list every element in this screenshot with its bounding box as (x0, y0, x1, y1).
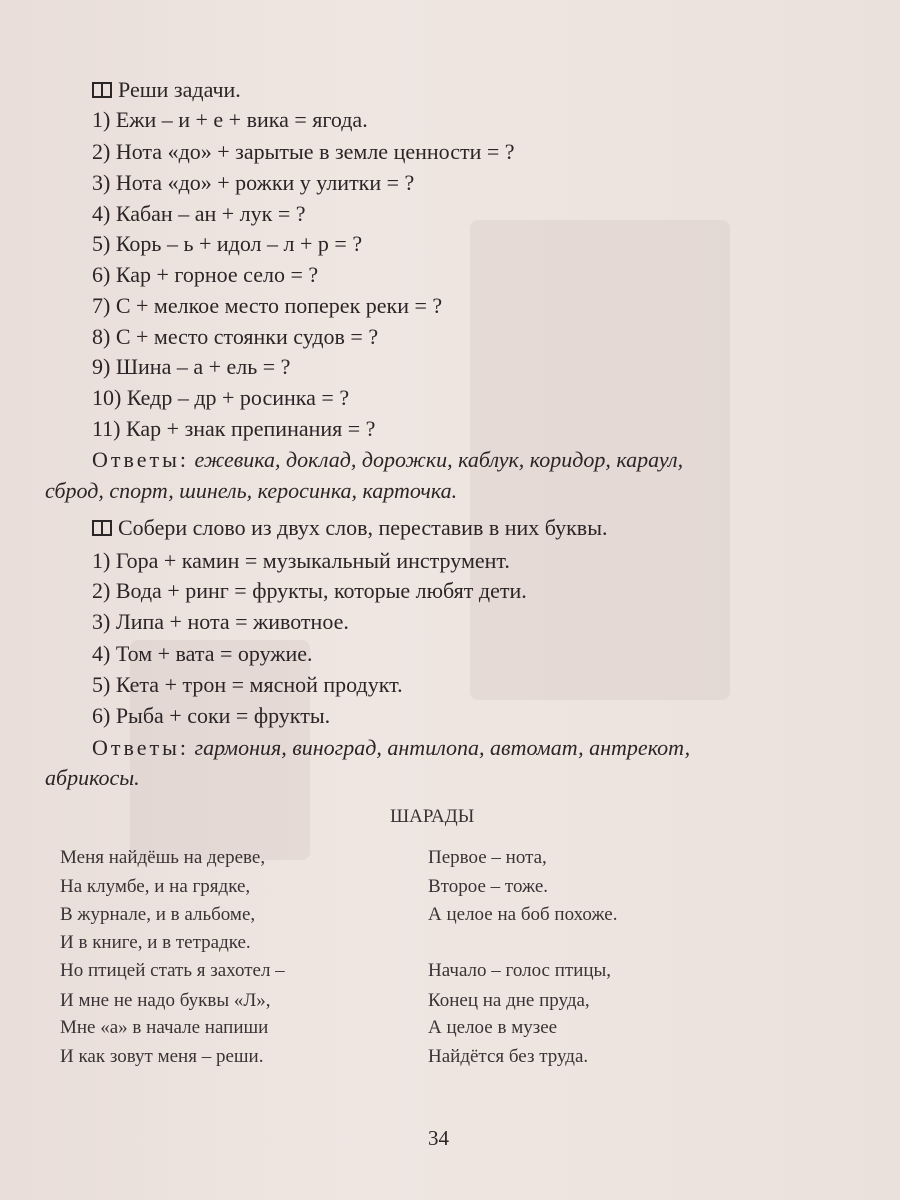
answers-label: Ответы: (92, 735, 190, 760)
task-item: 3) Нота «до» + рожки у улитки = ? (92, 170, 415, 195)
poem-line: Первое – нота, (428, 847, 547, 868)
task-item: 6) Кар + горное село = ? (92, 262, 319, 287)
poem-line: И в книге, и в тетрадке. (60, 932, 251, 953)
task-item: 10) Кедр – др + росинка = ? (92, 385, 350, 410)
answers-text: абрикосы. (45, 765, 140, 790)
task-item: 8) С + место стоянки судов = ? (92, 324, 379, 349)
book-icon (92, 82, 112, 98)
answers-label: Ответы: (92, 447, 190, 472)
task-item: 3) Липа + нота = животное. (92, 609, 349, 634)
task-item: 5) Корь – ь + идол – л + р = ? (92, 231, 363, 256)
task-item: 1) Гора + камин = музыкальный инструмент. (92, 548, 510, 573)
poem-line: На клумбе, и на грядке, (60, 876, 251, 897)
book-icon (92, 520, 112, 536)
poem-line: Начало – голос птицы, (428, 960, 612, 981)
task-item: 7) С + мелкое место поперек реки = ? (92, 293, 443, 318)
task-item: 2) Вода + ринг = фрукты, которые любят дети. (92, 578, 527, 603)
poem-line: И как зовут меня – реши. (60, 1046, 264, 1067)
task2-title (92, 514, 607, 542)
poem-line: А целое в музее (428, 1017, 558, 1038)
task-item: 4) Том + вата = оружие. (92, 641, 313, 666)
task1-title-text: Реши задачи. (118, 77, 241, 102)
task-item: 1) Ежи – и + е + вика = ягода. (92, 107, 368, 132)
poem-line: Найдётся без труда. (428, 1046, 589, 1067)
task-item: 5) Кета + трон = мясной продукт. (92, 672, 403, 697)
answers-text: сброд, спорт, шинель, керосинка, карточка. (45, 478, 458, 503)
poem-line: А целое на боб похоже. (428, 904, 618, 925)
poem-line: Мне «а» в начале напиши (60, 1017, 269, 1038)
task-item: 2) Нота «до» + зарытые в земле ценности = ? (92, 139, 515, 164)
poem-line: Конец на дне пруда, (428, 990, 590, 1011)
page-number: 34 (428, 1126, 449, 1150)
answers-text: ежевика, доклад, дорожки, каблук, коридор, караул, (194, 447, 684, 472)
poem-line: Меня найдёшь на дереве, (60, 847, 266, 868)
poem-line: В журнале, и в альбоме, (60, 904, 256, 925)
task-item: 11) Кар + знак препинания = ? (92, 416, 376, 441)
task1-title (92, 76, 241, 104)
task2-title-text: Собери слово из двух слов, переставив в них буквы. (118, 515, 608, 540)
answers (92, 734, 690, 762)
charades-heading: ШАРАДЫ (390, 806, 475, 827)
poem-line: Но птицей стать я захотел – (60, 960, 285, 981)
answers-text: гармония, виноград, антилопа, автомат, антрекот, (194, 735, 691, 760)
answers-cont (45, 477, 457, 505)
task-item: 9) Шина – а + ель = ? (92, 354, 291, 379)
poem-line: Второе – тоже. (428, 876, 549, 897)
answers (92, 446, 683, 474)
task-item: 6) Рыба + соки = фрукты. (92, 703, 331, 728)
task-item: 4) Кабан – ан + лук = ? (92, 201, 306, 226)
answers-cont (45, 764, 140, 792)
poem-line: И мне не надо буквы «Л», (60, 990, 271, 1011)
